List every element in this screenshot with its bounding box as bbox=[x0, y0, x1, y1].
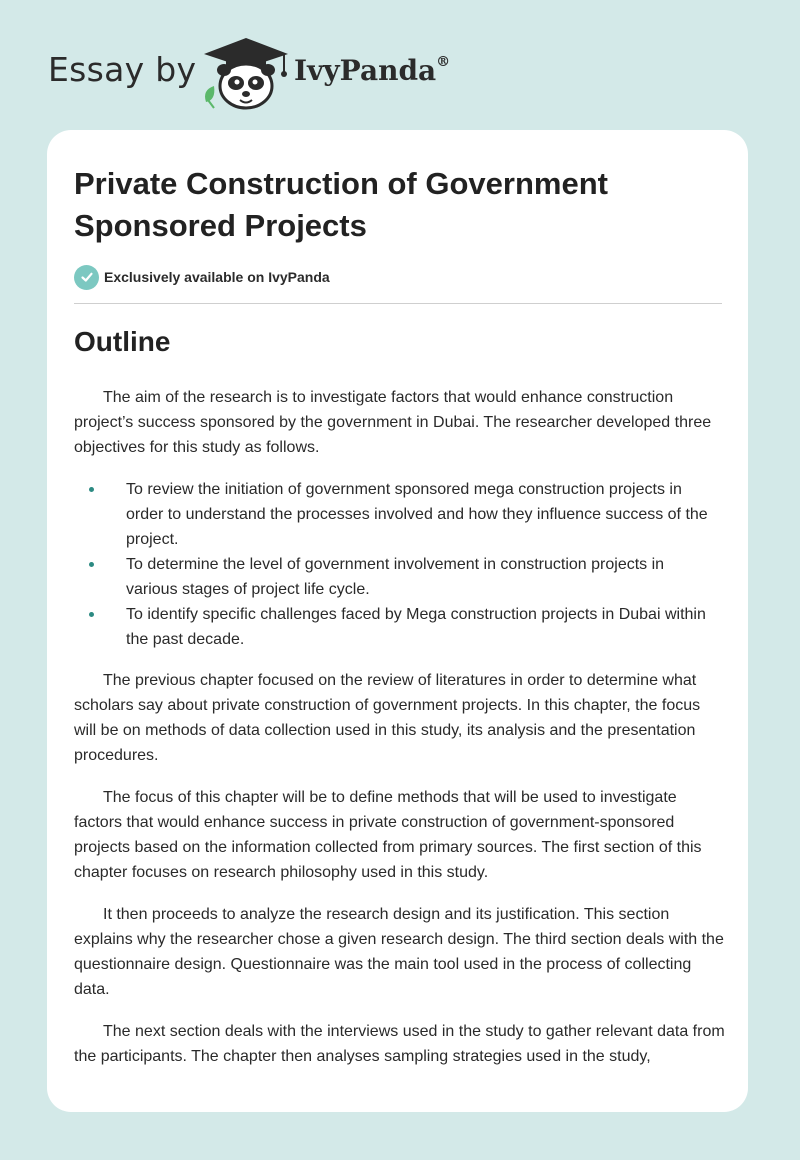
check-circle-icon bbox=[74, 265, 99, 290]
article-card bbox=[47, 130, 748, 1112]
intro-paragraph: The aim of the research is to investigate factors that would enhance construction project’s success sponsored by the government in Dubai. The researcher developed three objectives for this study as follows. bbox=[74, 389, 712, 456]
paragraph: The focus of this chapter will be to define methods that will be used to investigate factors that would enhance success in private construction of government-sponsored projects based on the information collected from primary sources. The first section of this chapter focuses on research philosophy used in this study. bbox=[74, 789, 702, 881]
essay-by-label: Essay by bbox=[48, 50, 197, 89]
bullet-icon bbox=[89, 612, 94, 617]
paragraph: The previous chapter focused on the review of literatures in order to determine what scholars say about private construction of government projects. In this chapter, the focus will be on methods of data collection used in this study, its analysis and the presentation procedures. bbox=[74, 672, 701, 764]
article-body bbox=[74, 385, 726, 1086]
divider bbox=[74, 303, 722, 304]
panda-logo-icon[interactable] bbox=[200, 34, 292, 112]
objectives-list bbox=[74, 477, 726, 652]
site-header bbox=[48, 30, 748, 110]
list-item: To determine the level of government involvement in construction projects in various stages of project life cycle. bbox=[74, 552, 711, 602]
section-heading: Outline bbox=[74, 326, 171, 357]
brand-name[interactable]: IvyPanda® bbox=[294, 53, 451, 87]
bullet-icon bbox=[89, 487, 94, 492]
list-item: To identify specific challenges faced by Mega construction projects in Dubai within the past decade. bbox=[74, 602, 711, 652]
article-title: Private Construction of Government Sponsored Projects bbox=[74, 166, 608, 243]
bullet-icon bbox=[89, 562, 94, 567]
list-item: To review the initiation of government sponsored mega construction projects in order to understand the processes involved and how they influence success of the project. bbox=[74, 477, 711, 552]
paragraph: The next section deals with the interviews used in the study to gather relevant data from the participants. The chapter then analyses sampling strategies used in the study, bbox=[74, 1023, 725, 1065]
exclusive-badge bbox=[74, 263, 330, 291]
exclusive-badge-text: Exclusively available on IvyPanda bbox=[104, 269, 330, 285]
paragraph: It then proceeds to analyze the research design and its justification. This section explains why the researcher chose a given research design. The third section deals with the questionnaire design. Questionnaire was the main tool used in the process of collecting data. bbox=[74, 906, 724, 998]
